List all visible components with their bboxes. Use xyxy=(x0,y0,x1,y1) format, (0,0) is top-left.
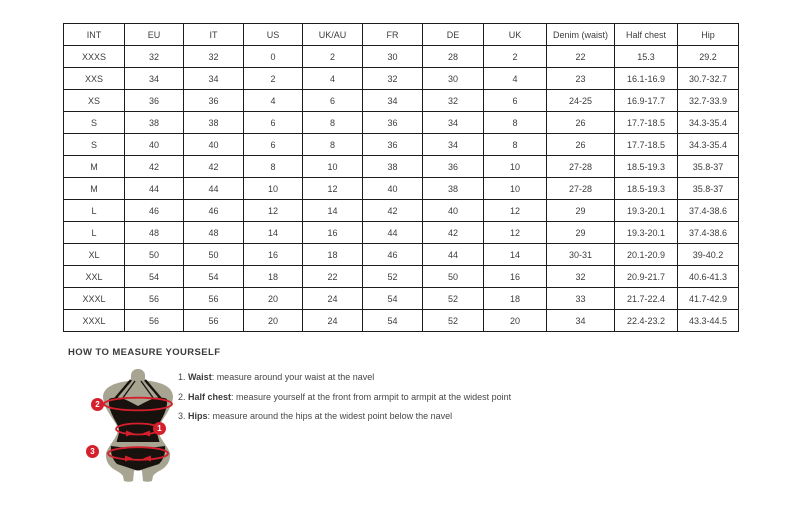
table-cell: 18 xyxy=(484,288,547,310)
table-cell: 6 xyxy=(303,90,363,112)
step-number: 1. xyxy=(178,372,189,382)
table-cell: L xyxy=(64,200,125,222)
table-cell: 24-25 xyxy=(547,90,615,112)
table-cell: 32 xyxy=(125,46,184,68)
table-row xyxy=(64,46,739,68)
table-cell: XXXS xyxy=(64,46,125,68)
table-cell: 15.3 xyxy=(615,46,678,68)
table-cell: 50 xyxy=(184,244,244,266)
table-cell: 12 xyxy=(244,200,303,222)
table-cell: 46 xyxy=(125,200,184,222)
table-cell: 16 xyxy=(244,244,303,266)
table-cell: 14 xyxy=(303,200,363,222)
size-conversion-table xyxy=(63,23,739,332)
table-cell: 30.7-32.7 xyxy=(678,68,739,90)
table-cell: 34 xyxy=(184,68,244,90)
table-cell: 2 xyxy=(484,46,547,68)
table-cell: 54 xyxy=(363,310,423,332)
table-cell: 26 xyxy=(547,112,615,134)
table-cell: 32 xyxy=(184,46,244,68)
table-cell: 34 xyxy=(363,90,423,112)
table-cell: 26 xyxy=(547,134,615,156)
table-cell: 40 xyxy=(125,134,184,156)
table-cell: 20.1-20.9 xyxy=(615,244,678,266)
table-cell: XXXL xyxy=(64,310,125,332)
table-cell: 14 xyxy=(244,222,303,244)
table-cell: 27-28 xyxy=(547,178,615,200)
table-cell: 42 xyxy=(184,156,244,178)
table-cell: 23 xyxy=(547,68,615,90)
table-cell: 12 xyxy=(484,222,547,244)
table-cell: 16.9-17.7 xyxy=(615,90,678,112)
table-cell: 22 xyxy=(303,266,363,288)
table-cell: 32 xyxy=(547,266,615,288)
table-cell: 29 xyxy=(547,222,615,244)
table-cell: S xyxy=(64,112,125,134)
table-cell: 46 xyxy=(184,200,244,222)
step-text: : measure around your waist at the navel xyxy=(211,372,375,382)
table-cell: 39-40.2 xyxy=(678,244,739,266)
table-cell: XXXL xyxy=(64,288,125,310)
table-cell: 10 xyxy=(484,178,547,200)
table-cell: 44 xyxy=(423,244,484,266)
table-cell: 29.2 xyxy=(678,46,739,68)
table-cell: 18 xyxy=(244,266,303,288)
table-cell: 34.3-35.4 xyxy=(678,134,739,156)
table-row xyxy=(64,134,739,156)
measure-section-title: HOW TO MEASURE YOURSELF xyxy=(68,347,221,358)
step-label: Hips xyxy=(188,411,208,421)
table-cell: 6 xyxy=(244,134,303,156)
table-cell: 42 xyxy=(423,222,484,244)
table-cell: 34.3-35.4 xyxy=(678,112,739,134)
table-cell: 2 xyxy=(244,68,303,90)
table-cell: 32 xyxy=(363,68,423,90)
table-cell: 24 xyxy=(303,310,363,332)
table-cell: 38 xyxy=(125,112,184,134)
table-cell: 56 xyxy=(125,310,184,332)
table-cell: 41.7-42.9 xyxy=(678,288,739,310)
table-row xyxy=(64,244,739,266)
measure-step xyxy=(178,372,511,382)
measure-steps xyxy=(178,372,511,431)
table-cell: 34 xyxy=(125,68,184,90)
table-cell: 6 xyxy=(484,90,547,112)
table-cell: 35.8-37 xyxy=(678,156,739,178)
table-cell: 22.4-23.2 xyxy=(615,310,678,332)
table-cell: 10 xyxy=(303,156,363,178)
size-table-body xyxy=(64,46,739,332)
table-cell: 27-28 xyxy=(547,156,615,178)
waist-measure-badge: 1 xyxy=(153,422,166,435)
table-row xyxy=(64,90,739,112)
table-cell: 4 xyxy=(303,68,363,90)
table-header-cell: Hip xyxy=(678,24,739,46)
table-row xyxy=(64,310,739,332)
table-cell: 18.5-19.3 xyxy=(615,156,678,178)
table-cell: 50 xyxy=(125,244,184,266)
table-cell: M xyxy=(64,178,125,200)
table-cell: S xyxy=(64,134,125,156)
table-cell: 8 xyxy=(303,134,363,156)
measure-step xyxy=(178,392,511,402)
table-cell: 6 xyxy=(244,112,303,134)
table-cell: 24 xyxy=(303,288,363,310)
table-cell: 2 xyxy=(303,46,363,68)
table-cell: 34 xyxy=(423,134,484,156)
table-cell: 36 xyxy=(423,156,484,178)
table-cell: 16 xyxy=(484,266,547,288)
table-header-cell: UK/AU xyxy=(303,24,363,46)
table-cell: XXS xyxy=(64,68,125,90)
table-cell: 18.5-19.3 xyxy=(615,178,678,200)
table-cell: 48 xyxy=(184,222,244,244)
table-cell: 52 xyxy=(423,288,484,310)
measure-step xyxy=(178,411,511,421)
table-row xyxy=(64,288,739,310)
table-header-cell: Half chest xyxy=(615,24,678,46)
mannequin-illustration xyxy=(85,368,190,486)
table-cell: 30 xyxy=(363,46,423,68)
table-cell: 8 xyxy=(244,156,303,178)
table-cell: 8 xyxy=(484,134,547,156)
table-cell: 40 xyxy=(184,134,244,156)
table-cell: L xyxy=(64,222,125,244)
step-label: Waist xyxy=(188,372,212,382)
table-cell: 54 xyxy=(125,266,184,288)
table-cell: 54 xyxy=(363,288,423,310)
table-cell: 20 xyxy=(484,310,547,332)
table-cell: 28 xyxy=(423,46,484,68)
table-cell: M xyxy=(64,156,125,178)
table-header-cell: INT xyxy=(64,24,125,46)
table-cell: XL xyxy=(64,244,125,266)
table-cell: 8 xyxy=(484,112,547,134)
step-number: 3. xyxy=(178,411,189,421)
table-cell: 46 xyxy=(363,244,423,266)
table-cell: 16.1-16.9 xyxy=(615,68,678,90)
table-cell: 43.3-44.5 xyxy=(678,310,739,332)
table-cell: 17.7-18.5 xyxy=(615,134,678,156)
table-cell: 37.4-38.6 xyxy=(678,222,739,244)
table-cell: 22 xyxy=(547,46,615,68)
table-cell: 16 xyxy=(303,222,363,244)
table-header-cell: UK xyxy=(484,24,547,46)
table-cell: 44 xyxy=(363,222,423,244)
step-number: 2. xyxy=(178,391,189,402)
table-header-cell: DE xyxy=(423,24,484,46)
table-cell: 37.4-38.6 xyxy=(678,200,739,222)
table-cell: 12 xyxy=(303,178,363,200)
table-cell: 21.7-22.4 xyxy=(615,288,678,310)
table-cell: 4 xyxy=(484,68,547,90)
table-cell: 20.9-21.7 xyxy=(615,266,678,288)
table-cell: 33 xyxy=(547,288,615,310)
hips-measure-badge: 3 xyxy=(86,445,99,458)
table-cell: 38 xyxy=(423,178,484,200)
table-cell: 20 xyxy=(244,288,303,310)
table-header-cell: EU xyxy=(125,24,184,46)
table-cell: 36 xyxy=(363,112,423,134)
table-cell: 30-31 xyxy=(547,244,615,266)
table-cell: 35.8-37 xyxy=(678,178,739,200)
table-row xyxy=(64,112,739,134)
table-cell: 18 xyxy=(303,244,363,266)
table-cell: 14 xyxy=(484,244,547,266)
table-header-cell: Denim (waist) xyxy=(547,24,615,46)
table-cell: 34 xyxy=(423,112,484,134)
table-cell: 40 xyxy=(423,200,484,222)
table-cell: 10 xyxy=(484,156,547,178)
table-cell: 42 xyxy=(363,200,423,222)
table-cell: 40 xyxy=(363,178,423,200)
table-cell: 48 xyxy=(125,222,184,244)
table-cell: 10 xyxy=(244,178,303,200)
table-cell: 20 xyxy=(244,310,303,332)
table-cell: XS xyxy=(64,90,125,112)
table-header-cell: IT xyxy=(184,24,244,46)
table-cell: 38 xyxy=(363,156,423,178)
table-cell: 56 xyxy=(184,310,244,332)
table-cell: 12 xyxy=(484,200,547,222)
table-row xyxy=(64,222,739,244)
table-cell: 52 xyxy=(363,266,423,288)
table-row xyxy=(64,266,739,288)
table-cell: 54 xyxy=(184,266,244,288)
table-cell: 38 xyxy=(184,112,244,134)
table-cell: 8 xyxy=(303,112,363,134)
table-cell: 19.3-20.1 xyxy=(615,222,678,244)
measurement-figure xyxy=(85,368,190,486)
table-cell: 40.6-41.3 xyxy=(678,266,739,288)
table-cell: 32.7-33.9 xyxy=(678,90,739,112)
table-cell: 19.3-20.1 xyxy=(615,200,678,222)
table-cell: 44 xyxy=(184,178,244,200)
table-cell: 17.7-18.5 xyxy=(615,112,678,134)
table-cell: 56 xyxy=(125,288,184,310)
table-cell: 36 xyxy=(363,134,423,156)
table-cell: 56 xyxy=(184,288,244,310)
table-cell: 44 xyxy=(125,178,184,200)
table-row xyxy=(64,156,739,178)
table-cell: XXL xyxy=(64,266,125,288)
table-cell: 42 xyxy=(125,156,184,178)
table-header-row xyxy=(64,24,739,46)
step-text: : measure yourself at the front from armpit to armpit at the widest point xyxy=(231,391,512,402)
table-cell: 52 xyxy=(423,310,484,332)
table-cell: 34 xyxy=(547,310,615,332)
table-header-cell: FR xyxy=(363,24,423,46)
table-cell: 30 xyxy=(423,68,484,90)
table-cell: 36 xyxy=(125,90,184,112)
table-row xyxy=(64,200,739,222)
step-label: Half chest xyxy=(188,391,232,402)
table-cell: 0 xyxy=(244,46,303,68)
table-header-cell: US xyxy=(244,24,303,46)
step-text: : measure around the hips at the widest point below the navel xyxy=(207,411,453,421)
table-cell: 50 xyxy=(423,266,484,288)
table-row xyxy=(64,68,739,90)
table-cell: 36 xyxy=(184,90,244,112)
table-cell: 4 xyxy=(244,90,303,112)
chest-measure-badge: 2 xyxy=(91,398,104,411)
table-cell: 32 xyxy=(423,90,484,112)
table-row xyxy=(64,178,739,200)
table-cell: 29 xyxy=(547,200,615,222)
